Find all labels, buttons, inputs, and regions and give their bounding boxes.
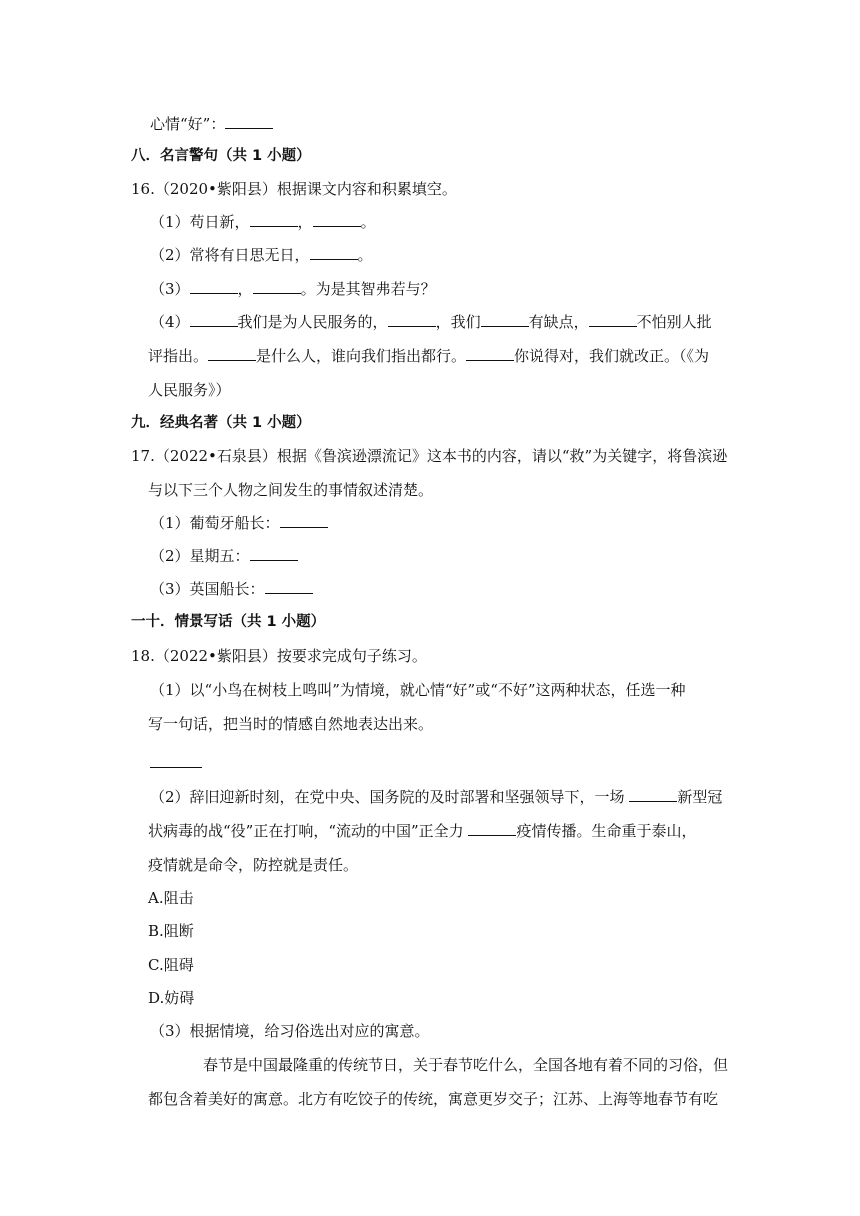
answer-blank[interactable] [208,346,256,361]
answer-blank[interactable] [190,279,238,294]
text-line [150,114,273,134]
answer-blank[interactable] [280,513,328,528]
text: （3） [150,280,190,298]
answer-blank[interactable] [589,312,637,327]
answer-blank[interactable] [253,279,301,294]
passage-paragraph: 春节是中国最隆重的传统节日，关于春节吃什么，全国各地有着不同的习俗，但 [203,1056,729,1074]
text: 不怕别人批 [636,313,712,331]
text: ， [297,213,313,231]
question-item: （3）根据情境，给习俗选出对应的寓意。 [150,1022,430,1040]
option-b[interactable]: B.阻断 [148,922,194,940]
text: （1）葡萄牙船长： [150,514,280,532]
text: （2）常将有日思无日， [150,246,310,264]
text: （2）星期五： [150,547,250,565]
answer-blank[interactable] [225,114,273,129]
text: （4） [150,313,190,331]
question-item [150,279,436,299]
section-heading: 八．名言警句（共 1 小题） [131,148,311,164]
answer-blank[interactable] [481,312,529,327]
answer-blank[interactable] [250,546,298,561]
question-item-continued [148,821,696,841]
answer-blank[interactable] [250,212,298,227]
question-item-continued: 疫情就是命令，防控就是责任。 [148,856,359,874]
answer-blank[interactable] [466,346,514,361]
question-item [150,787,722,807]
question-item [150,546,298,566]
question-stem: 16.（2020•紫阳县）根据课文内容和积累填空。 [131,180,457,198]
text: 评指出。 [148,347,209,365]
text: （3）英国船长： [150,580,265,598]
section-heading: 一十．情景写话（共 1 小题） [131,614,326,630]
answer-blank[interactable] [150,767,202,768]
passage-paragraph-continued: 都包含着美好的寓意。北方有吃饺子的传统，寓意更岁交子；江苏、上海等地春节有吃 [148,1090,719,1108]
answer-blank[interactable] [468,821,516,836]
text: 心情“好”： [150,115,226,133]
text: ，我们 [435,313,481,331]
answer-blank[interactable] [313,212,361,227]
text: 状病毒的战“役”正在打响，“流动的中国”正全力 [148,822,469,840]
option-a[interactable]: A.阻击 [148,889,194,907]
answer-blank[interactable] [388,312,436,327]
question-item-continued: 人民服务》） [148,381,231,399]
question-item-continued: 写一句话，把当时的情感自然地表达出来。 [148,715,434,733]
question-item-continued [148,346,709,366]
text: 疫情传播。生命重于泰山， [516,822,697,840]
text: 新型冠 [677,788,723,806]
text: （2）辞旧迎新时刻，在党中央、国务院的及时部署和坚强领导下，一场 [150,788,630,806]
question-item [150,513,328,533]
question-item [150,579,313,599]
text: 我们是为人民服务的， [237,313,388,331]
text: 。 [357,246,373,264]
text: 。 [360,213,376,231]
text: （1）苟日新， [150,213,250,231]
question-stem-continued: 与以下三个人物之间发生的事情叙述清楚。 [148,481,434,499]
text: 有缺点， [528,313,589,331]
option-d[interactable]: D.妨碍 [148,989,195,1007]
answer-blank[interactable] [310,245,358,260]
question-stem: 18.（2022•紫阳县）按要求完成句子练习。 [131,647,427,665]
question-item [150,212,376,232]
question-item [150,312,712,332]
answer-blank[interactable] [265,579,313,594]
text: 。为是其智弗若与？ [300,280,436,298]
question-item [150,245,373,265]
question-item: （1）以“小鸟在树枝上鸣叫”为情境，就心情“好”或“不好”这两种状态，任选一种 [150,681,686,699]
section-heading: 九．经典名著（共 1 小题） [131,415,311,431]
text: ， [237,280,253,298]
text: 你说得对，我们就改正。（《为 [514,347,710,365]
answer-blank[interactable] [190,312,238,327]
text: 是什么人，谁向我们指出都行。 [256,347,467,365]
question-stem: 17.（2022•石泉县）根据《鲁滨逊漂流记》这本书的内容，请以“救”为关键字，将鲁滨逊 [131,447,728,465]
answer-blank[interactable] [629,787,677,802]
option-c[interactable]: C.阻碍 [148,956,194,974]
